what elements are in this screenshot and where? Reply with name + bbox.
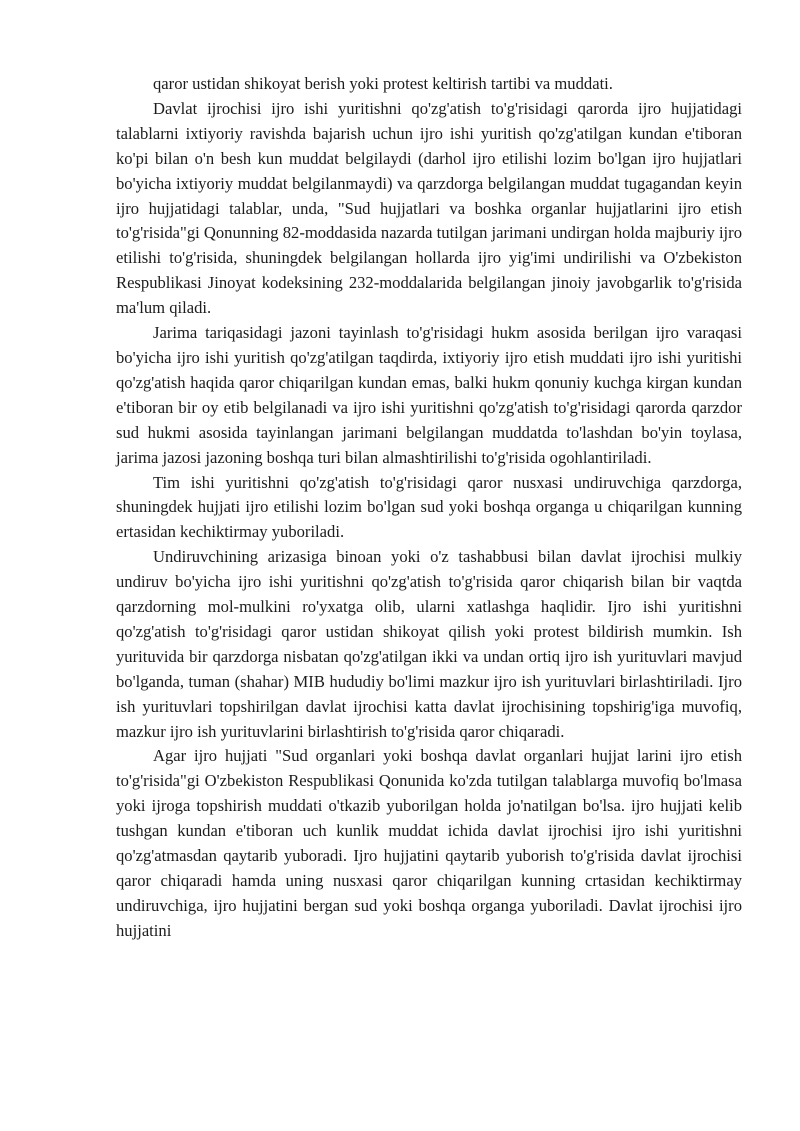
- paragraph: Davlat ijrochisi ijro ishi yuritishni qo'zg'atish to'g'risidagi qarorda ijro hujjatidagi talablarni ixtiyoriy ravishda bajarish uchun ijro ishi yuritish qo'zg'atilgan kundan e'tiboran ko'pi bilan o'n besh kun muddat belgilaydi (darhol ijro etilishi lozim bo'lgan ijro hujjatlari bo'yicha ixtiyoriy muddat belgilanmaydi) va qarzdorga belgilangan muddat tugagandan keyin ijro hujjatidagi talablar, unda, "Sud hujjatlari va boshka organlar hujjatlarini ijro etish to'g'risida"gi Qonunning 82-moddasida nazarda tutilgan jarimani undirgan holda majburiy ijro etilishi to'g'risida, shuningdek belgilangan hollarda ijro yig'imi undirilishi va O'zbekiston Respublikasi Jinoyat kodeksining 232-moddalarida belgilangan jinoiy javobgarlik to'g'risida ma'lum qiladi.: [116, 98, 742, 318]
- paragraph: Agar ijro hujjati "Sud organlari yoki boshqa davlat organlari hujjat larini ijro etish to'g'risida"gi O'zbekiston Respublikasi Qonunida ko'zda tutilgan talablarga muvofiq bo'lmasa yoki ijroga topshirish muddati o'tkazib yuborilgan holda jo'natilgan bo'lsa. ijro hujjati kelib tushgan kundan e'tiboran uch kunlik muddat ichida davlat ijrochisi ijro ishi yuritishni qo'zg'atmasdan qaytarib yuboradi. Ijro hujjatini qaytarib yuborish to'g'risida davlat ijrochisi qaror chiqaradi hamda uning nusxasi qaror chiqarilgan kunning crtasidan kechiktirmay undiruvchiga, ijro hujjatini bergan sud yoki boshqa organga yuboriladi. Davlat ijrochisi ijro hujjatini: [116, 746, 742, 940]
- paragraph: Jarima tariqasidagi jazoni tayinlash to'g'risidagi hukm asosida berilgan ijro varaqasi bo'yicha ijro ishi yuritish qo'zg'atilgan taqdirda, ixtiyoriy ijro etish muddati ijro ishi yuritishi qo'zg'atish haqida qaror chiqarilgan kundan emas, balki hukm qonuniy kuchga kirgan kundan e'tiboran bir oy etib belgilanadi va ijro ishi yuritishni qo'zg'atish to'g'risidagi qarorda qarzdor sud hukmi asosida tayinlangan jarimani belgilangan muddatda to'lashdan bo'yin toylasa, jarima jazosi jazoning boshqa turi bilan almashtirilishi to'g'risida ogohlantiriladi.: [116, 323, 742, 467]
- paragraph: Undiruvchining arizasiga binoan yoki o'z tashabbusi bilan davlat ijrochisi mulkiy undiruv bo'yicha ijro ishi yuritishni qo'zg'atish to'g'risida qaror chiqarish bilan bir vaqtda qarzdorning mol-mulkini ro'yxatga olib, ularni xatlashga haqlidir. Ijro ishi yuritishni qo'zg'atish to'g'risidagi qaror ustidan shikoyat qilish yoki protest bildirish mumkin. Ish yurituvida bir qarzdorga nisbatan qo'zg'atilgan ikki va undan ortiq ijro ish yurituvlari mavjud bo'lganda, tuman (shahar) MIB hududiy bo'limi mazkur ijro ish yurituvlari birlashtiriladi. Ijro ish yurituvlari topshirilgan davlat ijrochisi katta davlat ijrochisining topshirig'iga muvofiq, mazkur ijro ish yurituvlarini birlashtirish to'g'risida qaror chiqaradi.: [116, 547, 742, 741]
- paragraph-continuation: qaror ustidan shikoyat berish yoki protest keltirish tartibi va muddati.: [153, 74, 613, 93]
- paragraph: Tim ishi yuritishni qo'zg'atish to'g'risidagi qaror nusxasi undiruvchiga qarzdorga, shuningdek hujjati ijro etilishi lozim bo'lgan sud yoki boshqa organga u chiqarilgan kunning ertasidan kechiktirmay yuboriladi.: [116, 472, 742, 542]
- document-page: [116, 72, 742, 944]
